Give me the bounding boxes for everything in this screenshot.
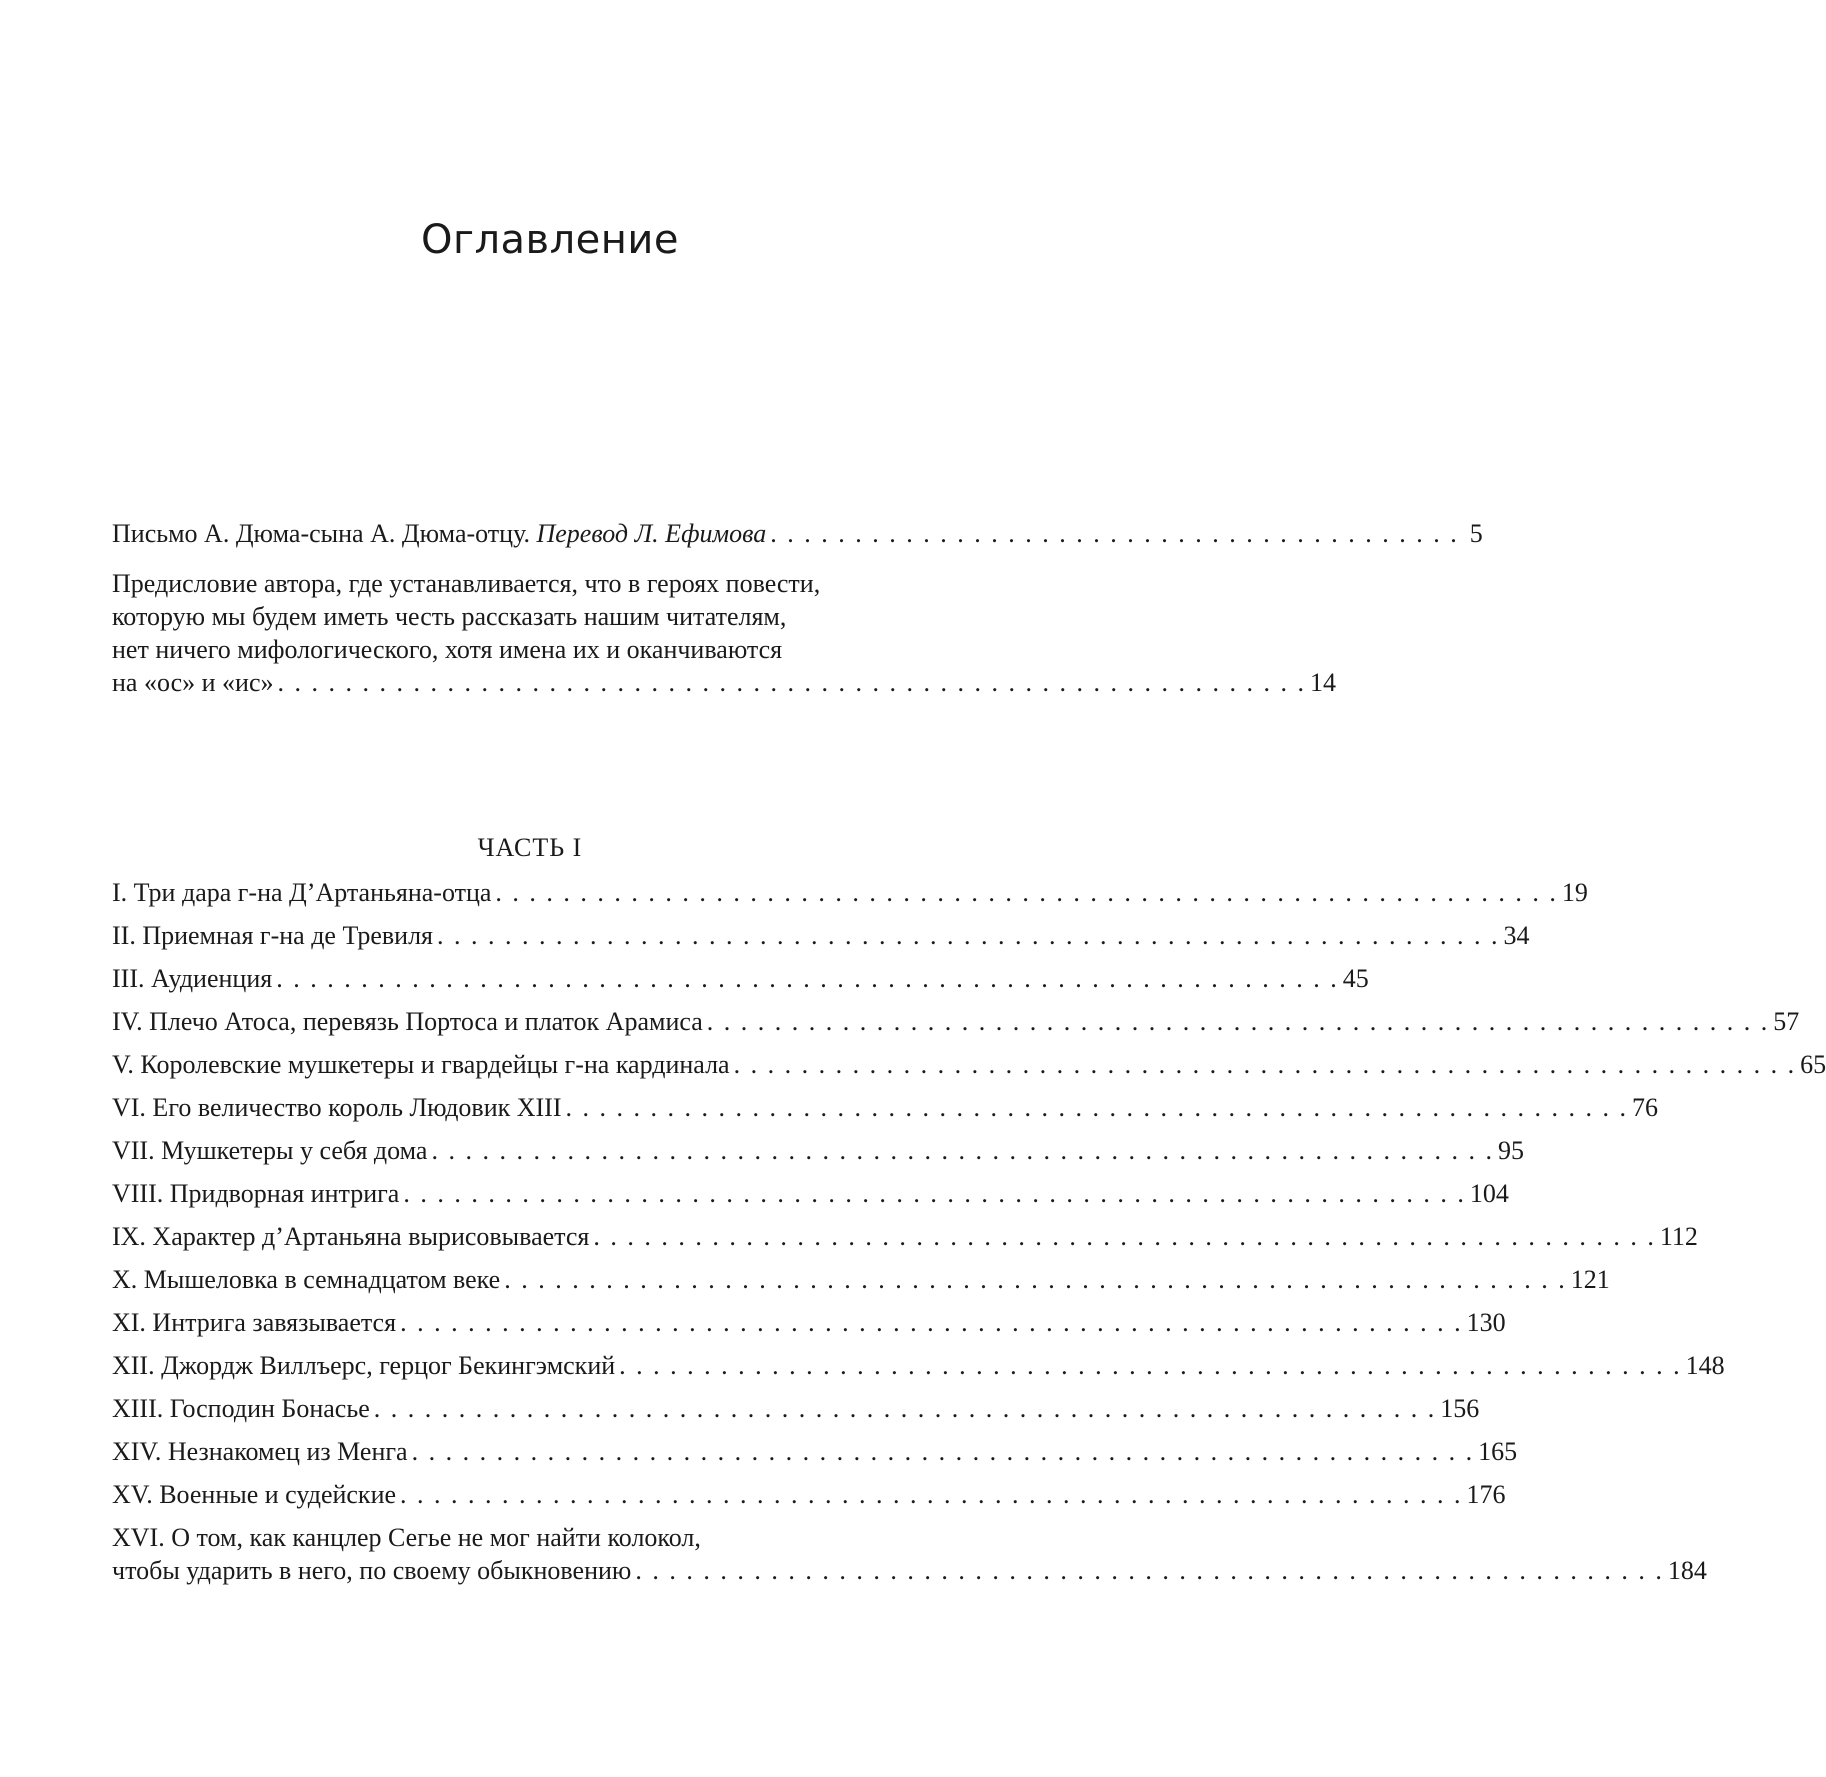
toc-page-number: 19 [1561,878,1588,907]
toc-entry-chapter[interactable] [112,871,1588,914]
dot-leader: . . . . . . . . . . . . . . . . . . . . . . . . . . . . . . . . . . . . . . . . . . . . . . . . . . . . . . . . . . . . . . . [706,1007,1770,1036]
toc-entry-chapter[interactable] [112,1430,1518,1473]
toc-entry-title: III. Аудиенция [112,964,273,993]
toc-entry-line: которую мы будем иметь честь рассказать нашим читателям, [112,602,787,631]
toc-entry-title: V. Королевские мушкетеры и гвардейцы г-на кардинала [112,1050,730,1079]
toc-page-number: 176 [1466,1480,1506,1509]
dot-leader: . . . . . . . . . . . . . . . . . . . . . . . . . . . . . . . . . . . . . . . . . . . . . . . . . . . . . . . . . . . . . . . [565,1093,1628,1122]
dot-leader: . . . . . . . . . . . . . . . . . . . . . . . . . . . . . . . . . . . . . . . . . . . . . . . . . . . . . . . . . . . . . . . [400,1308,1463,1337]
toc-page-number: 76 [1632,1093,1658,1122]
dot-leader: . . . . . . . . . . . . . . . . . . . . . . . . . . . . . . . . . . . . . . . . . . . . . . . . . . . . . . . . . . . . . . . [593,1222,1656,1251]
translator-credit: Перевод Л. Ефимова [536,519,767,548]
toc-entry-title: XI. Интрига завязывается [112,1308,397,1337]
dot-leader: . . . . . . . . . . . . . . . . . . . . . . . . . . . . . . . . . . . . . . . . . [770,519,1459,548]
dot-leader: . . . . . . . . . . . . . . . . . . . . . . . . . . . . . . . . . . . . . . . . . . . . . . . . . . . . . . . . . . . . . [635,1556,1664,1585]
toc-entry-chapter[interactable] [112,1043,1826,1086]
toc-entry-line: XVI. О том, как канцлер Сегье не мог найти колокол, [112,1523,701,1552]
toc-entry-line: чтобы ударить в него, по своему обыкновению [112,1556,632,1585]
toc-page-number: 165 [1478,1437,1518,1466]
toc-entry-letter[interactable] [112,512,1483,555]
toc-entry-chapter[interactable] [112,1344,1725,1387]
toc-entry-chapter[interactable] [112,1387,1480,1430]
toc-entry-chapter-16[interactable] [112,1521,1707,1587]
toc-entry-title: VII. Мушкетеры у себя дома [112,1136,428,1165]
toc-entry-chapter[interactable] [112,1301,1506,1344]
toc-entry-chapter[interactable] [112,1000,1800,1043]
toc-entry-chapter[interactable] [112,1258,1610,1301]
toc-front-matter [112,512,1483,555]
toc-entry-line: Предисловие автора, где устанавливается, что в героях повести, [112,569,821,598]
toc-entry-title: XIII. Господин Бонасье [112,1394,370,1423]
toc-entry-title: VIII. Придворная интрига [112,1179,400,1208]
toc-entry-title: II. Приемная г-на де Тревиля [112,921,434,950]
dot-leader: . . . . . . . . . . . . . . . . . . . . . . . . . . . . . . . . . . . . . . . . . . . . . . . . . . . . . . . . . . . . . . . [733,1050,1797,1079]
toc-entry-line: на «ос» и «ис» [112,668,274,697]
dot-leader: . . . . . . . . . . . . . . . . . . . . . . . . . . . . . . . . . . . . . . . . . . . . . . . . . . . . . . . . . . . . . . . [437,921,1500,950]
toc-entry-chapter[interactable] [112,1129,1524,1172]
toc-entry-title: XV. Военные и судейские [112,1480,397,1509]
dot-leader: . . . . . . . . . . . . . . . . . . . . . . . . . . . . . . . . . . . . . . . . . . . . . . . . . . . . . . . . . . . . . . . [403,1179,1466,1208]
toc-page-number: 184 [1667,1556,1707,1585]
dot-leader: . . . . . . . . . . . . . . . . . . . . . . . . . . . . . . . . . . . . . . . . . . . . . . . . . . . . . . . . . . . . . [277,668,1307,697]
toc-entry-title: XIV. Незнакомец из Менга [112,1437,408,1466]
toc-entry-chapter[interactable] [112,957,1369,1000]
toc-entry-chapter[interactable] [112,1172,1509,1215]
toc-page-number: 14 [1310,668,1337,697]
toc-entry-chapter[interactable] [112,1473,1506,1516]
dot-leader: . . . . . . . . . . . . . . . . . . . . . . . . . . . . . . . . . . . . . . . . . . . . . . . . . . . . . . . . . . . . . . . [619,1351,1682,1380]
toc-entry-chapter[interactable] [112,1215,1698,1258]
toc-page-number: 130 [1466,1308,1506,1337]
dot-leader: . . . . . . . . . . . . . . . . . . . . . . . . . . . . . . . . . . . . . . . . . . . . . . . . . . . . . . . . . . . . . . . [431,1136,1494,1165]
toc-entry-chapter[interactable] [112,1086,1658,1129]
toc-page-number: 34 [1503,921,1530,950]
toc-page-number: 5 [1469,519,1483,548]
toc-entry-preface[interactable] [112,567,1337,699]
toc-page-number: 57 [1773,1007,1800,1036]
dot-leader: . . . . . . . . . . . . . . . . . . . . . . . . . . . . . . . . . . . . . . . . . . . . . . . . . . . . . . . . . . . . . . . [276,964,1339,993]
toc-page-number: 121 [1570,1265,1610,1294]
toc-entry-title: X. Мышеловка в семнадцатом веке [112,1265,501,1294]
dot-leader: . . . . . . . . . . . . . . . . . . . . . . . . . . . . . . . . . . . . . . . . . . . . . . . . . . . . . . . . . . . . . . . [504,1265,1567,1294]
toc-entry-title: VI. Его величество король Людовик XIII [112,1093,562,1122]
page-title: Оглавление [420,216,680,263]
toc-entry-line: нет ничего мифологического, хотя имена их и оканчиваются [112,635,783,664]
toc-chapter-list [112,871,1826,1516]
toc-page-number: 95 [1497,1136,1524,1165]
toc-entry-title: Письмо А. Дюма-сына А. Дюма-отцу. Перевод Л. Ефимова [112,519,767,548]
toc-entry-title: XII. Джордж Виллъерс, герцог Бекингэмский [112,1351,616,1380]
toc-entry-chapter[interactable] [112,914,1530,957]
toc-entry-title: IV. Плечо Атоса, перевязь Портоса и платок Арамиса [112,1007,703,1036]
toc-entry-title: IX. Характер д’Артаньяна вырисовывается [112,1222,590,1251]
dot-leader: . . . . . . . . . . . . . . . . . . . . . . . . . . . . . . . . . . . . . . . . . . . . . . . . . . . . . . . . . . . . . . . [373,1394,1437,1423]
toc-page-number: 112 [1659,1222,1698,1251]
part-heading: ЧАСТЬ I [477,833,583,862]
toc-page-number: 156 [1440,1394,1480,1423]
toc-page-number: 148 [1685,1351,1725,1380]
dot-leader: . . . . . . . . . . . . . . . . . . . . . . . . . . . . . . . . . . . . . . . . . . . . . . . . . . . . . . . . . . . . . . . [411,1437,1475,1466]
toc-entry-title: I. Три дара г-на Д’Артаньяна-отца [112,878,492,907]
toc-page-number: 45 [1342,964,1369,993]
dot-leader: . . . . . . . . . . . . . . . . . . . . . . . . . . . . . . . . . . . . . . . . . . . . . . . . . . . . . . . . . . . . . . . [495,878,1558,907]
toc-page-number: 104 [1469,1179,1509,1208]
dot-leader: . . . . . . . . . . . . . . . . . . . . . . . . . . . . . . . . . . . . . . . . . . . . . . . . . . . . . . . . . . . . . . . [400,1480,1463,1509]
toc-page-number: 65 [1800,1050,1826,1079]
